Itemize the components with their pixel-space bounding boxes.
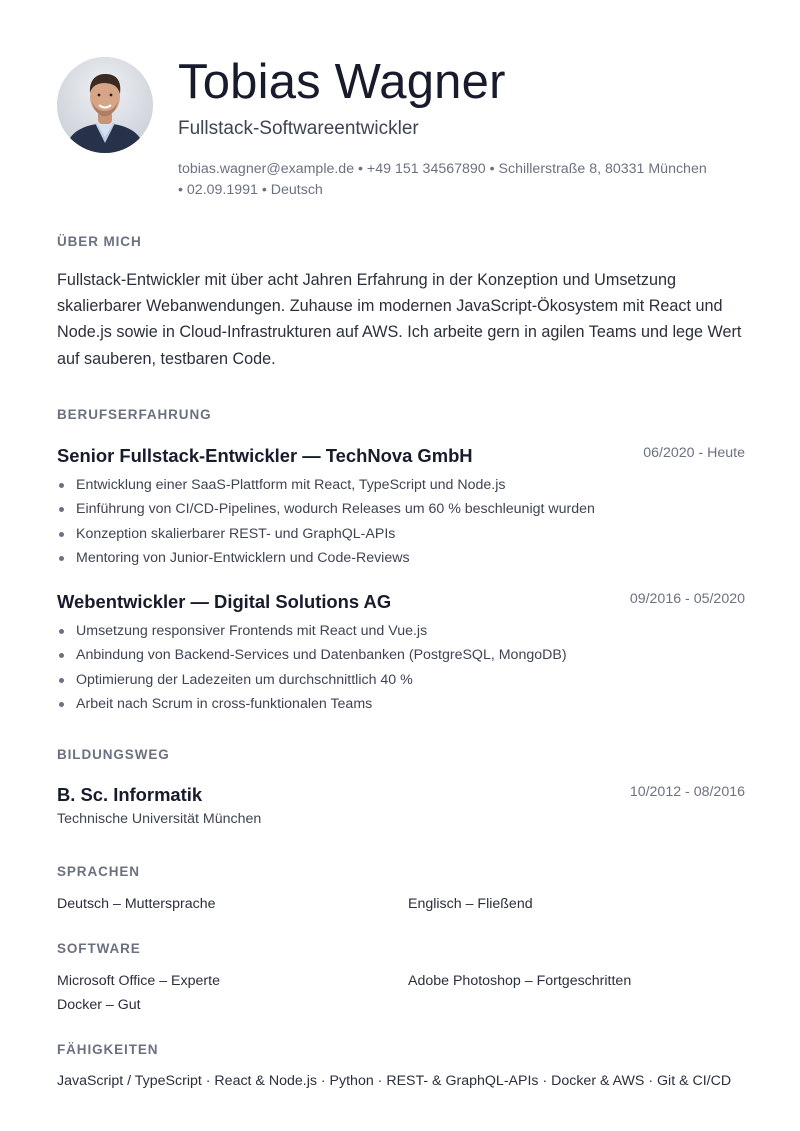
section-heading-software: SOFTWARE <box>57 941 141 956</box>
contact-line-1: tobias.wagner@example.de • +49 151 34567890 • Schillerstraße 8, 80331 München <box>178 161 707 177</box>
contact-line-2: • 02.09.1991 • Deutsch <box>178 182 323 198</box>
language-item: Deutsch – Muttersprache <box>57 896 216 912</box>
section-heading-skills: FÄHIGKEITEN <box>57 1042 159 1057</box>
contact-info <box>178 159 758 201</box>
job-bullet: Einführung von CI/CD-Pipelines, wodurch Releases um 60 % beschleunigt wurden <box>57 497 745 521</box>
job-entry <box>57 443 745 570</box>
education-degree: B. Sc. Informatik <box>57 784 203 805</box>
job-bullets <box>57 473 745 570</box>
bullet-dot-icon <box>59 629 64 634</box>
job-title: Fullstack-Softwareentwickler <box>178 118 419 139</box>
job-entry <box>57 589 745 716</box>
about-text: Fullstack-Entwickler mit über acht Jahren Erfahrung in der Konzeption und Umsetzung skalierbarer Webanwendungen. Zuhause im modernen JavaScript-Ökosystem mit React und Node.js sowie in Cloud-Infrastrukturen auf AWS. Ich arbeite gern in agilen Teams und lege Wert auf sauberen, testbaren Code. <box>57 271 742 368</box>
section-heading-languages: SPRACHEN <box>57 864 140 879</box>
profile-photo <box>57 57 153 153</box>
section-heading-about: ÜBER MICH <box>57 234 142 249</box>
job-dates: 06/2020 - Heute <box>643 445 745 461</box>
full-name: Tobias Wagner <box>178 55 506 109</box>
job-dates: 09/2016 - 05/2020 <box>629 591 745 607</box>
education-school: Technische Universität München <box>57 811 262 827</box>
software-item: Adobe Photoshop – Fortgeschritten <box>408 973 632 989</box>
job-role: Senior Fullstack-Entwickler — TechNova GmbH <box>57 445 473 466</box>
bullet-dot-icon <box>59 556 64 561</box>
education-dates: 10/2012 - 08/2016 <box>629 784 745 800</box>
profile-photo-image <box>57 57 153 153</box>
job-bullet: Anbindung von Backend-Services und Datenbanken (PostgreSQL, MongoDB) <box>57 643 745 667</box>
job-bullet: Entwicklung einer SaaS-Plattform mit React, TypeScript und Node.js <box>57 473 745 497</box>
section-heading-education: BILDUNGSWEG <box>57 747 170 762</box>
job-bullet: Optimierung der Ladezeiten um durchschnittlich 40 % <box>57 668 745 692</box>
bullet-dot-icon <box>59 507 64 512</box>
bullet-dot-icon <box>59 702 64 707</box>
job-bullet: Umsetzung responsiver Frontends mit React und Vue.js <box>57 619 745 643</box>
software-item: Docker – Gut <box>57 997 141 1013</box>
education-entry <box>57 782 745 830</box>
bullet-dot-icon <box>59 678 64 683</box>
language-item: Englisch – Fließend <box>408 896 533 912</box>
job-role: Webentwickler — Digital Solutions AG <box>57 591 392 612</box>
job-bullet: Konzeption skalierbarer REST- und GraphQL-APIs <box>57 522 745 546</box>
bullet-dot-icon <box>59 532 64 537</box>
skills-text: JavaScript / TypeScript · React & Node.js · Python · REST- & GraphQL-APIs · Docker & AWS · Git & CI/CD <box>57 1073 732 1089</box>
job-bullet: Arbeit nach Scrum in cross-funktionalen Teams <box>57 692 745 716</box>
job-bullet: Mentoring von Junior-Entwicklern und Code-Reviews <box>57 546 745 570</box>
job-bullets <box>57 619 745 716</box>
section-heading-experience: BERUFSERFAHRUNG <box>57 407 212 422</box>
software-item: Microsoft Office – Experte <box>57 973 220 989</box>
bullet-dot-icon <box>59 483 64 488</box>
bullet-dot-icon <box>59 653 64 658</box>
